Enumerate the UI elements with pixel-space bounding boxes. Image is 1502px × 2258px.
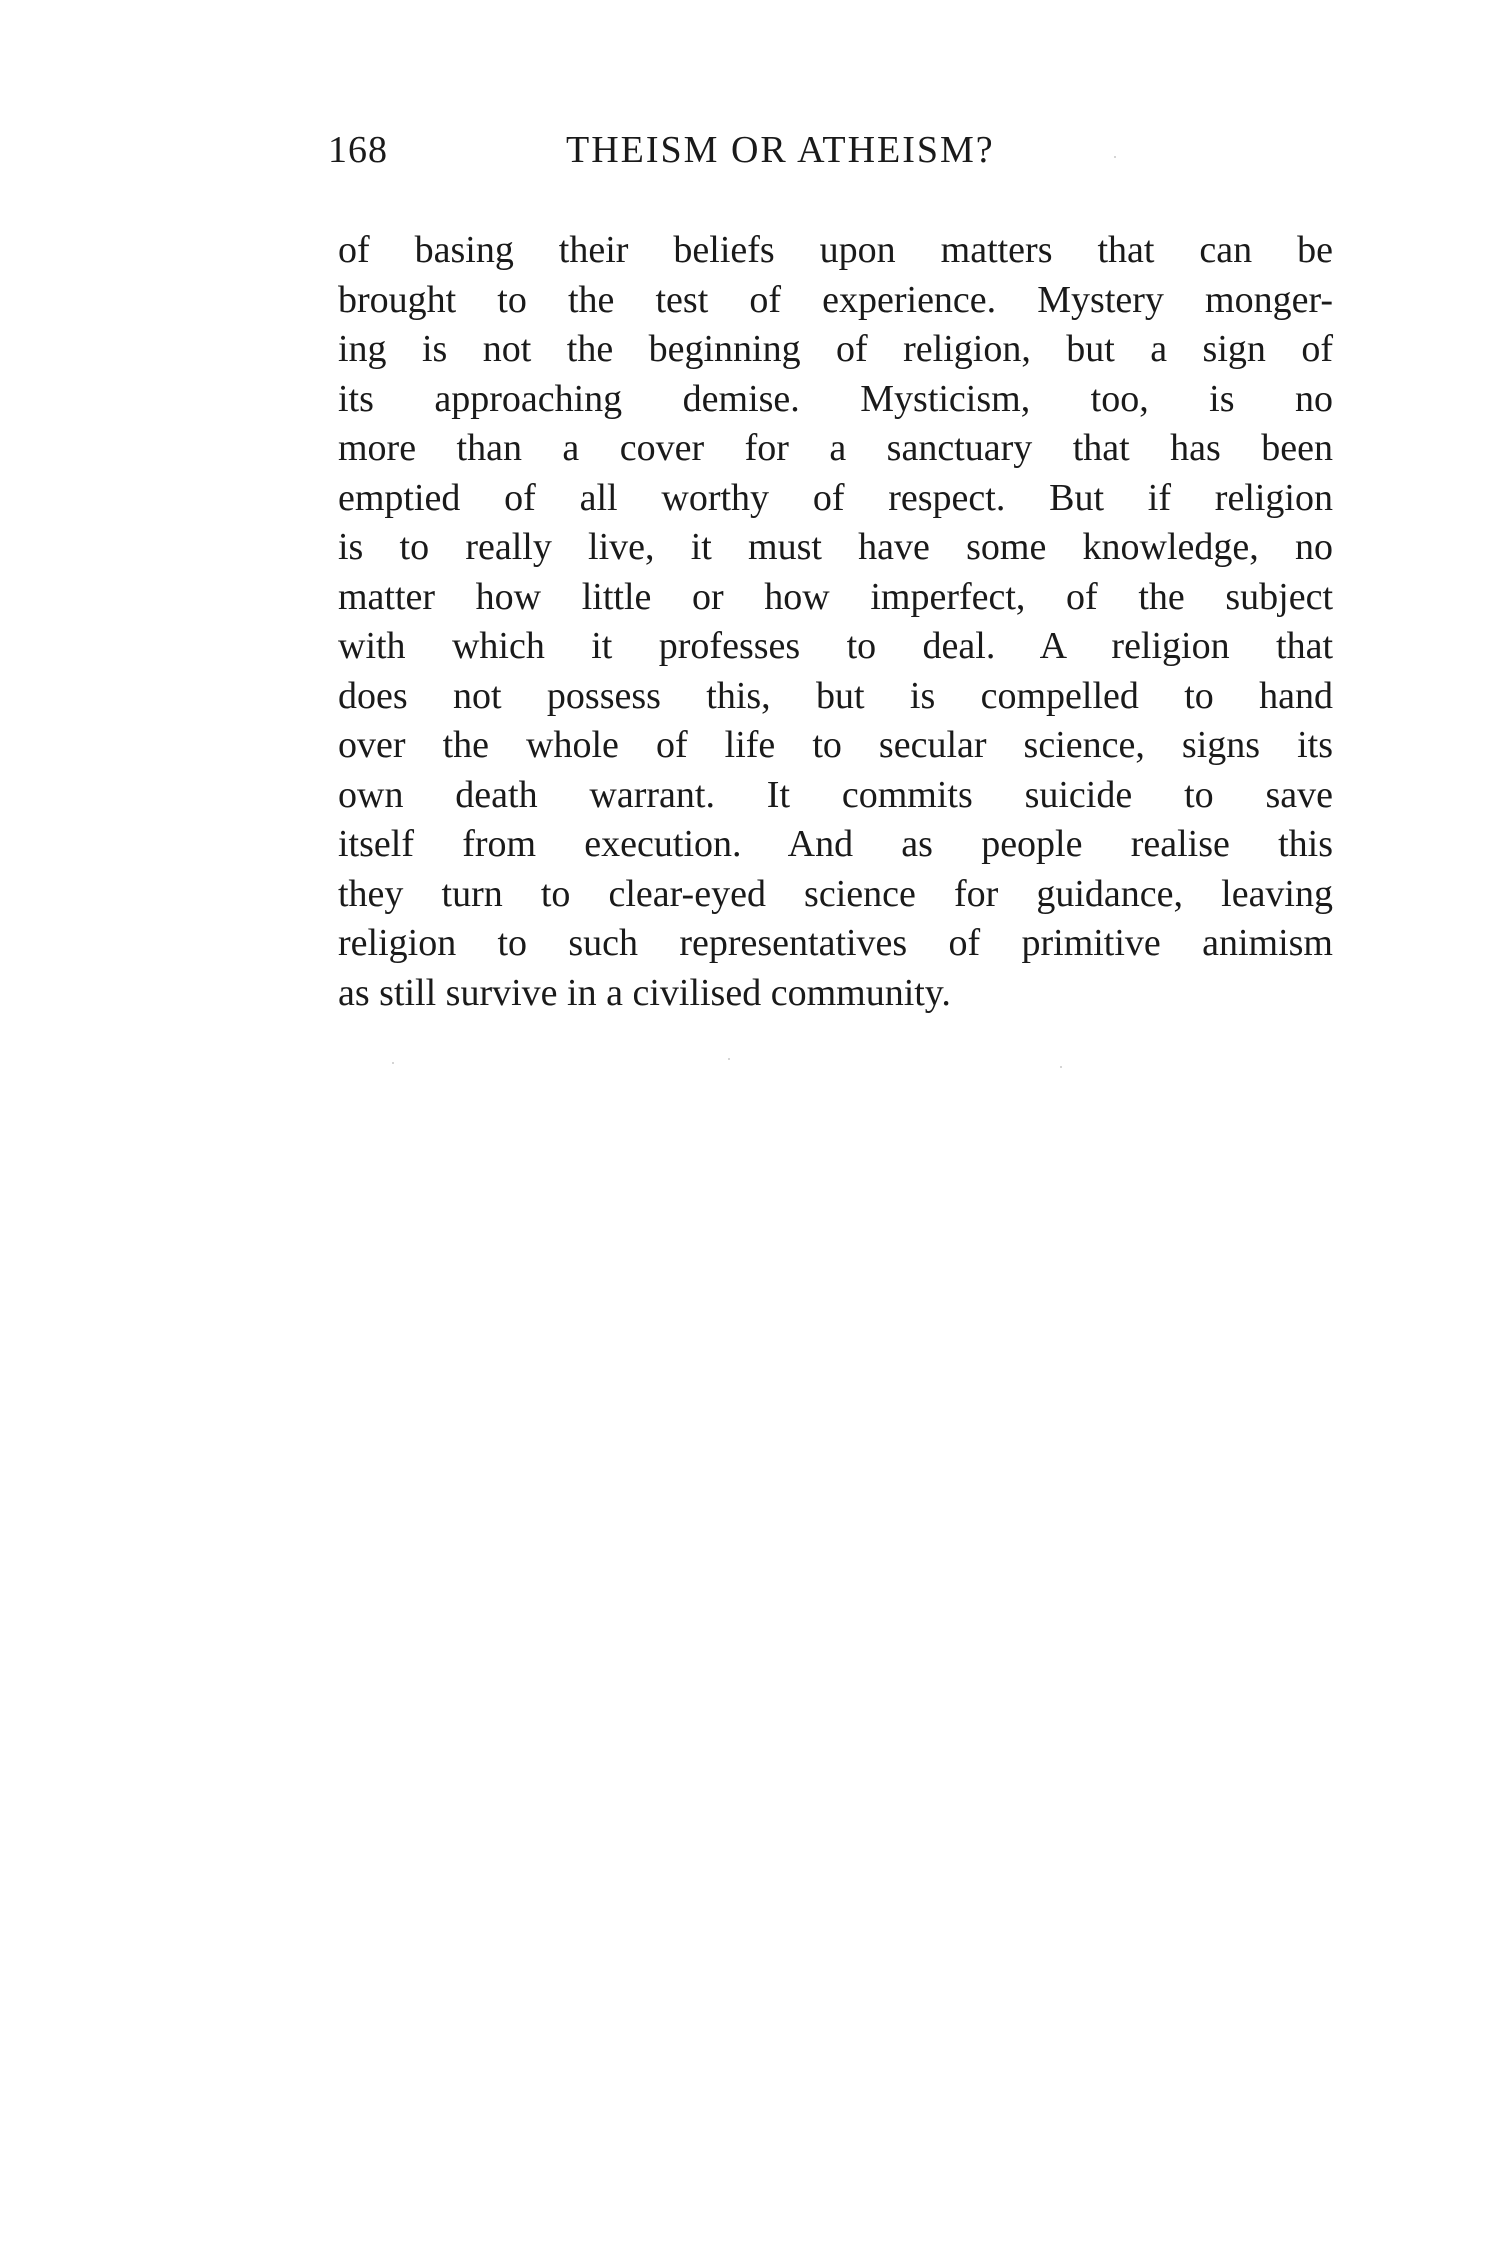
text-line: of basing their beliefs upon matters that can be [338, 229, 1333, 271]
text-line: they turn to clear-eyed science for guidance, leaving [338, 872, 1333, 915]
text-line: with which it professes to deal. A religion that [338, 625, 1333, 667]
text-line: over the whole of life to secular science, signs its [338, 724, 1333, 766]
text-line: does not possess this, but is compelled to hand [338, 674, 1333, 717]
text-line: matter how little or how imperfect, of the subject [338, 575, 1333, 618]
running-head [328, 128, 1328, 178]
scan-speck [1060, 1066, 1062, 1068]
running-title: THEISM OR ATHEISM? [566, 129, 995, 171]
text-line: more than a cover for a sanctuary that has been [338, 427, 1333, 469]
text-line: its approaching demise. Mysticism, too, is no [338, 377, 1333, 420]
text-line: brought to the test of experience. Mystery monger- [338, 278, 1333, 321]
text-line: religion to such representatives of primitive animism [338, 922, 1333, 964]
text-line: itself from execution. And as people realise this [338, 823, 1333, 865]
text-line: ing is not the beginning of religion, but a sign of [338, 328, 1333, 370]
page-number: 168 [328, 129, 388, 171]
text-line: as still survive in a civilised community. [338, 971, 951, 1014]
scan-speck [728, 1058, 730, 1060]
scan-speck [1114, 156, 1116, 158]
text-line: own death warrant. It commits suicide to save [338, 773, 1333, 816]
text-line: emptied of all worthy of respect. But if religion [338, 476, 1333, 519]
body-paragraph [338, 226, 1333, 1018]
scan-speck [392, 1062, 394, 1064]
text-line: is to really live, it must have some knowledge, no [338, 526, 1333, 568]
